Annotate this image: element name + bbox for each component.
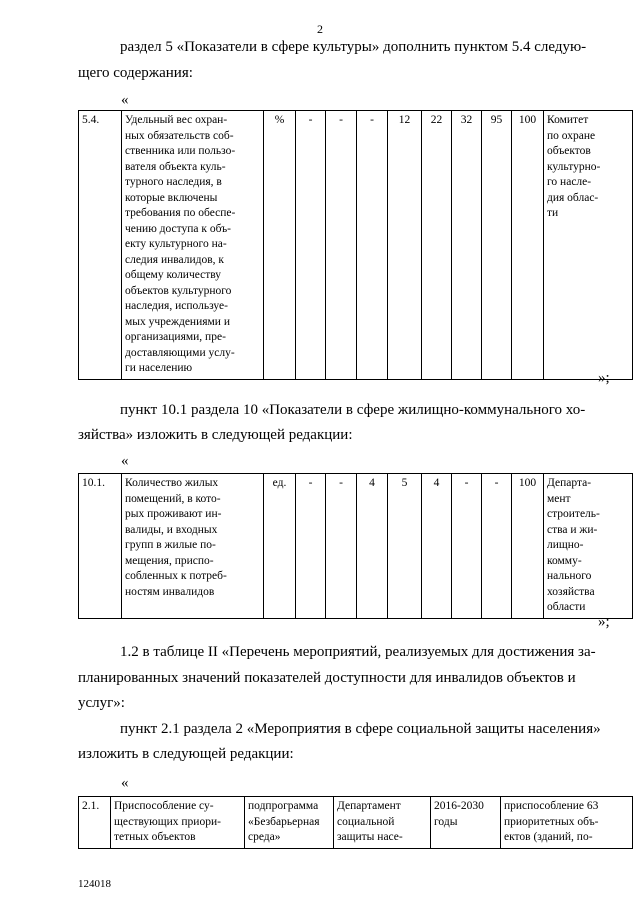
paragraph-2-line-2: зяйства» изложить в следующей редакции: bbox=[78, 427, 353, 443]
text-line: ственника или пользо- bbox=[125, 145, 236, 157]
text-line: собленных к потреб- bbox=[125, 570, 227, 582]
value-cell: 22 bbox=[422, 111, 452, 380]
text-line: турного наследия, в bbox=[125, 176, 222, 188]
value-cell: 4 bbox=[422, 474, 452, 619]
responsible-cell bbox=[544, 474, 633, 619]
text-line: ги населению bbox=[125, 362, 193, 374]
indicator-text bbox=[122, 474, 264, 619]
quote-open-3: « bbox=[121, 775, 129, 791]
table-row bbox=[79, 474, 633, 619]
paragraph-4-line-1: пункт 2.1 раздела 2 «Мероприятия в сфере социальной защиты населения» bbox=[120, 721, 601, 737]
text-line: ществующих приори- bbox=[114, 815, 221, 828]
text-line: мых учреждениями и bbox=[125, 315, 230, 328]
paragraph-1-line-2: щего содержания: bbox=[78, 65, 193, 81]
text-line: тетных объектов bbox=[114, 831, 196, 843]
text-line: го насле- bbox=[547, 176, 592, 188]
text-line: Удельный вес охран- bbox=[125, 114, 228, 126]
row-number: 10.1. bbox=[79, 474, 122, 619]
text-line: подпрограмма bbox=[248, 800, 319, 812]
value-cell: 4 bbox=[357, 474, 388, 619]
table-row bbox=[79, 111, 633, 380]
value-cell: 32 bbox=[452, 111, 482, 380]
text-line: общему количеству bbox=[125, 269, 222, 281]
text-line: ства и жи- bbox=[547, 523, 598, 536]
text-line: екту культурного на- bbox=[125, 238, 227, 250]
program-cell bbox=[245, 797, 334, 849]
text-line: Количество жилых bbox=[125, 477, 219, 489]
quote-close-1: »; bbox=[598, 370, 610, 386]
value-cell: - bbox=[296, 474, 326, 619]
text-line: ных обязательств соб- bbox=[125, 129, 234, 142]
text-line: валиды, и входных bbox=[125, 523, 218, 536]
paragraph-3-line-3: услуг»: bbox=[78, 695, 125, 711]
text-line: годы bbox=[434, 815, 458, 828]
value-cell: - bbox=[357, 111, 388, 380]
text-line: строитель- bbox=[547, 508, 600, 520]
quote-open-1: « bbox=[121, 92, 129, 108]
indicator-text bbox=[122, 111, 264, 380]
value-cell: - bbox=[326, 474, 357, 619]
value-cell: 95 bbox=[482, 111, 512, 380]
text-line: которые включены bbox=[125, 191, 218, 204]
text-line: требования по обеспе- bbox=[125, 207, 236, 219]
page-number: 2 bbox=[317, 22, 323, 36]
text-line: вателя объекта куль- bbox=[125, 160, 226, 173]
measures-table bbox=[78, 796, 633, 849]
unit-cell: % bbox=[264, 111, 296, 380]
text-line: рых проживают ин- bbox=[125, 508, 222, 520]
text-line: мещения, приспо- bbox=[125, 554, 214, 567]
text-line: лищно- bbox=[547, 539, 584, 551]
text-line: приоритетных объ- bbox=[504, 815, 599, 828]
text-line: следия инвалидов, к bbox=[125, 253, 225, 266]
paragraph-1-line-1: раздел 5 «Показатели в сфере культуры» дополнить пунктом 5.4 следую- bbox=[120, 39, 587, 55]
row-number: 5.4. bbox=[79, 111, 122, 380]
text-line: Комитет bbox=[547, 114, 589, 126]
value-cell: - bbox=[452, 474, 482, 619]
text-line: нального bbox=[547, 570, 592, 582]
value-cell: 12 bbox=[388, 111, 422, 380]
text-line: 2016-2030 bbox=[434, 800, 484, 812]
text-line: доставляющими услу- bbox=[125, 346, 235, 359]
text-line: объектов культурного bbox=[125, 284, 232, 297]
text-line: групп в жилые по- bbox=[125, 539, 216, 551]
text-line: Приспособление су- bbox=[114, 800, 214, 812]
text-line: «Безбарьерная bbox=[248, 815, 320, 828]
document-code: 124018 bbox=[78, 878, 111, 890]
value-cell: - bbox=[296, 111, 326, 380]
paragraph-3-line-1: 1.2 в таблице II «Перечень мероприятий, реализуемых для достижения за- bbox=[120, 644, 596, 660]
text-line: защиты насе- bbox=[337, 831, 403, 843]
period-cell bbox=[431, 797, 501, 849]
text-line: объектов bbox=[547, 145, 591, 157]
value-cell: 100 bbox=[512, 474, 544, 619]
row-number: 2.1. bbox=[79, 797, 111, 849]
quote-close-2: »; bbox=[598, 614, 610, 630]
value-cell: - bbox=[326, 111, 357, 380]
paragraph-4-line-2: изложить в следующей редакции: bbox=[78, 746, 294, 762]
text-line: культурно- bbox=[547, 160, 601, 173]
measure-cell bbox=[111, 797, 245, 849]
executor-cell bbox=[334, 797, 431, 849]
text-line: организациями, пре- bbox=[125, 331, 226, 343]
text-line: по охране bbox=[547, 129, 596, 142]
text-line: ектов (зданий, по- bbox=[504, 831, 593, 843]
value-cell: 100 bbox=[512, 111, 544, 380]
text-line: мент bbox=[547, 492, 571, 505]
text-line: ностям инвалидов bbox=[125, 585, 215, 598]
text-line: дия облас- bbox=[547, 191, 599, 204]
text-line: хозяйства bbox=[547, 585, 595, 598]
text-line: чению доступа к объ- bbox=[125, 222, 231, 235]
text-line: комму- bbox=[547, 554, 582, 567]
indicator-table-5-4 bbox=[78, 110, 633, 380]
value-cell: 5 bbox=[388, 474, 422, 619]
responsible-cell bbox=[544, 111, 633, 380]
text-line: помещений, в кото- bbox=[125, 492, 221, 505]
text-line: Департа- bbox=[547, 477, 592, 489]
quote-open-2: « bbox=[121, 453, 129, 469]
paragraph-2-line-1: пункт 10.1 раздела 10 «Показатели в сфере жилищно-коммунального хо- bbox=[120, 402, 586, 418]
text-line: области bbox=[547, 601, 586, 613]
text-line: социальной bbox=[337, 815, 395, 828]
table-row bbox=[79, 797, 633, 849]
unit-cell: ед. bbox=[264, 474, 296, 619]
indicator-table-10-1 bbox=[78, 473, 633, 619]
text-line: ти bbox=[547, 207, 559, 219]
text-line: Департамент bbox=[337, 800, 401, 812]
text-line: среда» bbox=[248, 831, 281, 843]
value-cell: - bbox=[482, 474, 512, 619]
text-line: наследия, используе- bbox=[125, 300, 228, 312]
text-line: приспособление 63 bbox=[504, 800, 599, 812]
result-cell bbox=[501, 797, 633, 849]
paragraph-3-line-2: планированных значений показателей доступности для инвалидов объектов и bbox=[78, 670, 576, 686]
